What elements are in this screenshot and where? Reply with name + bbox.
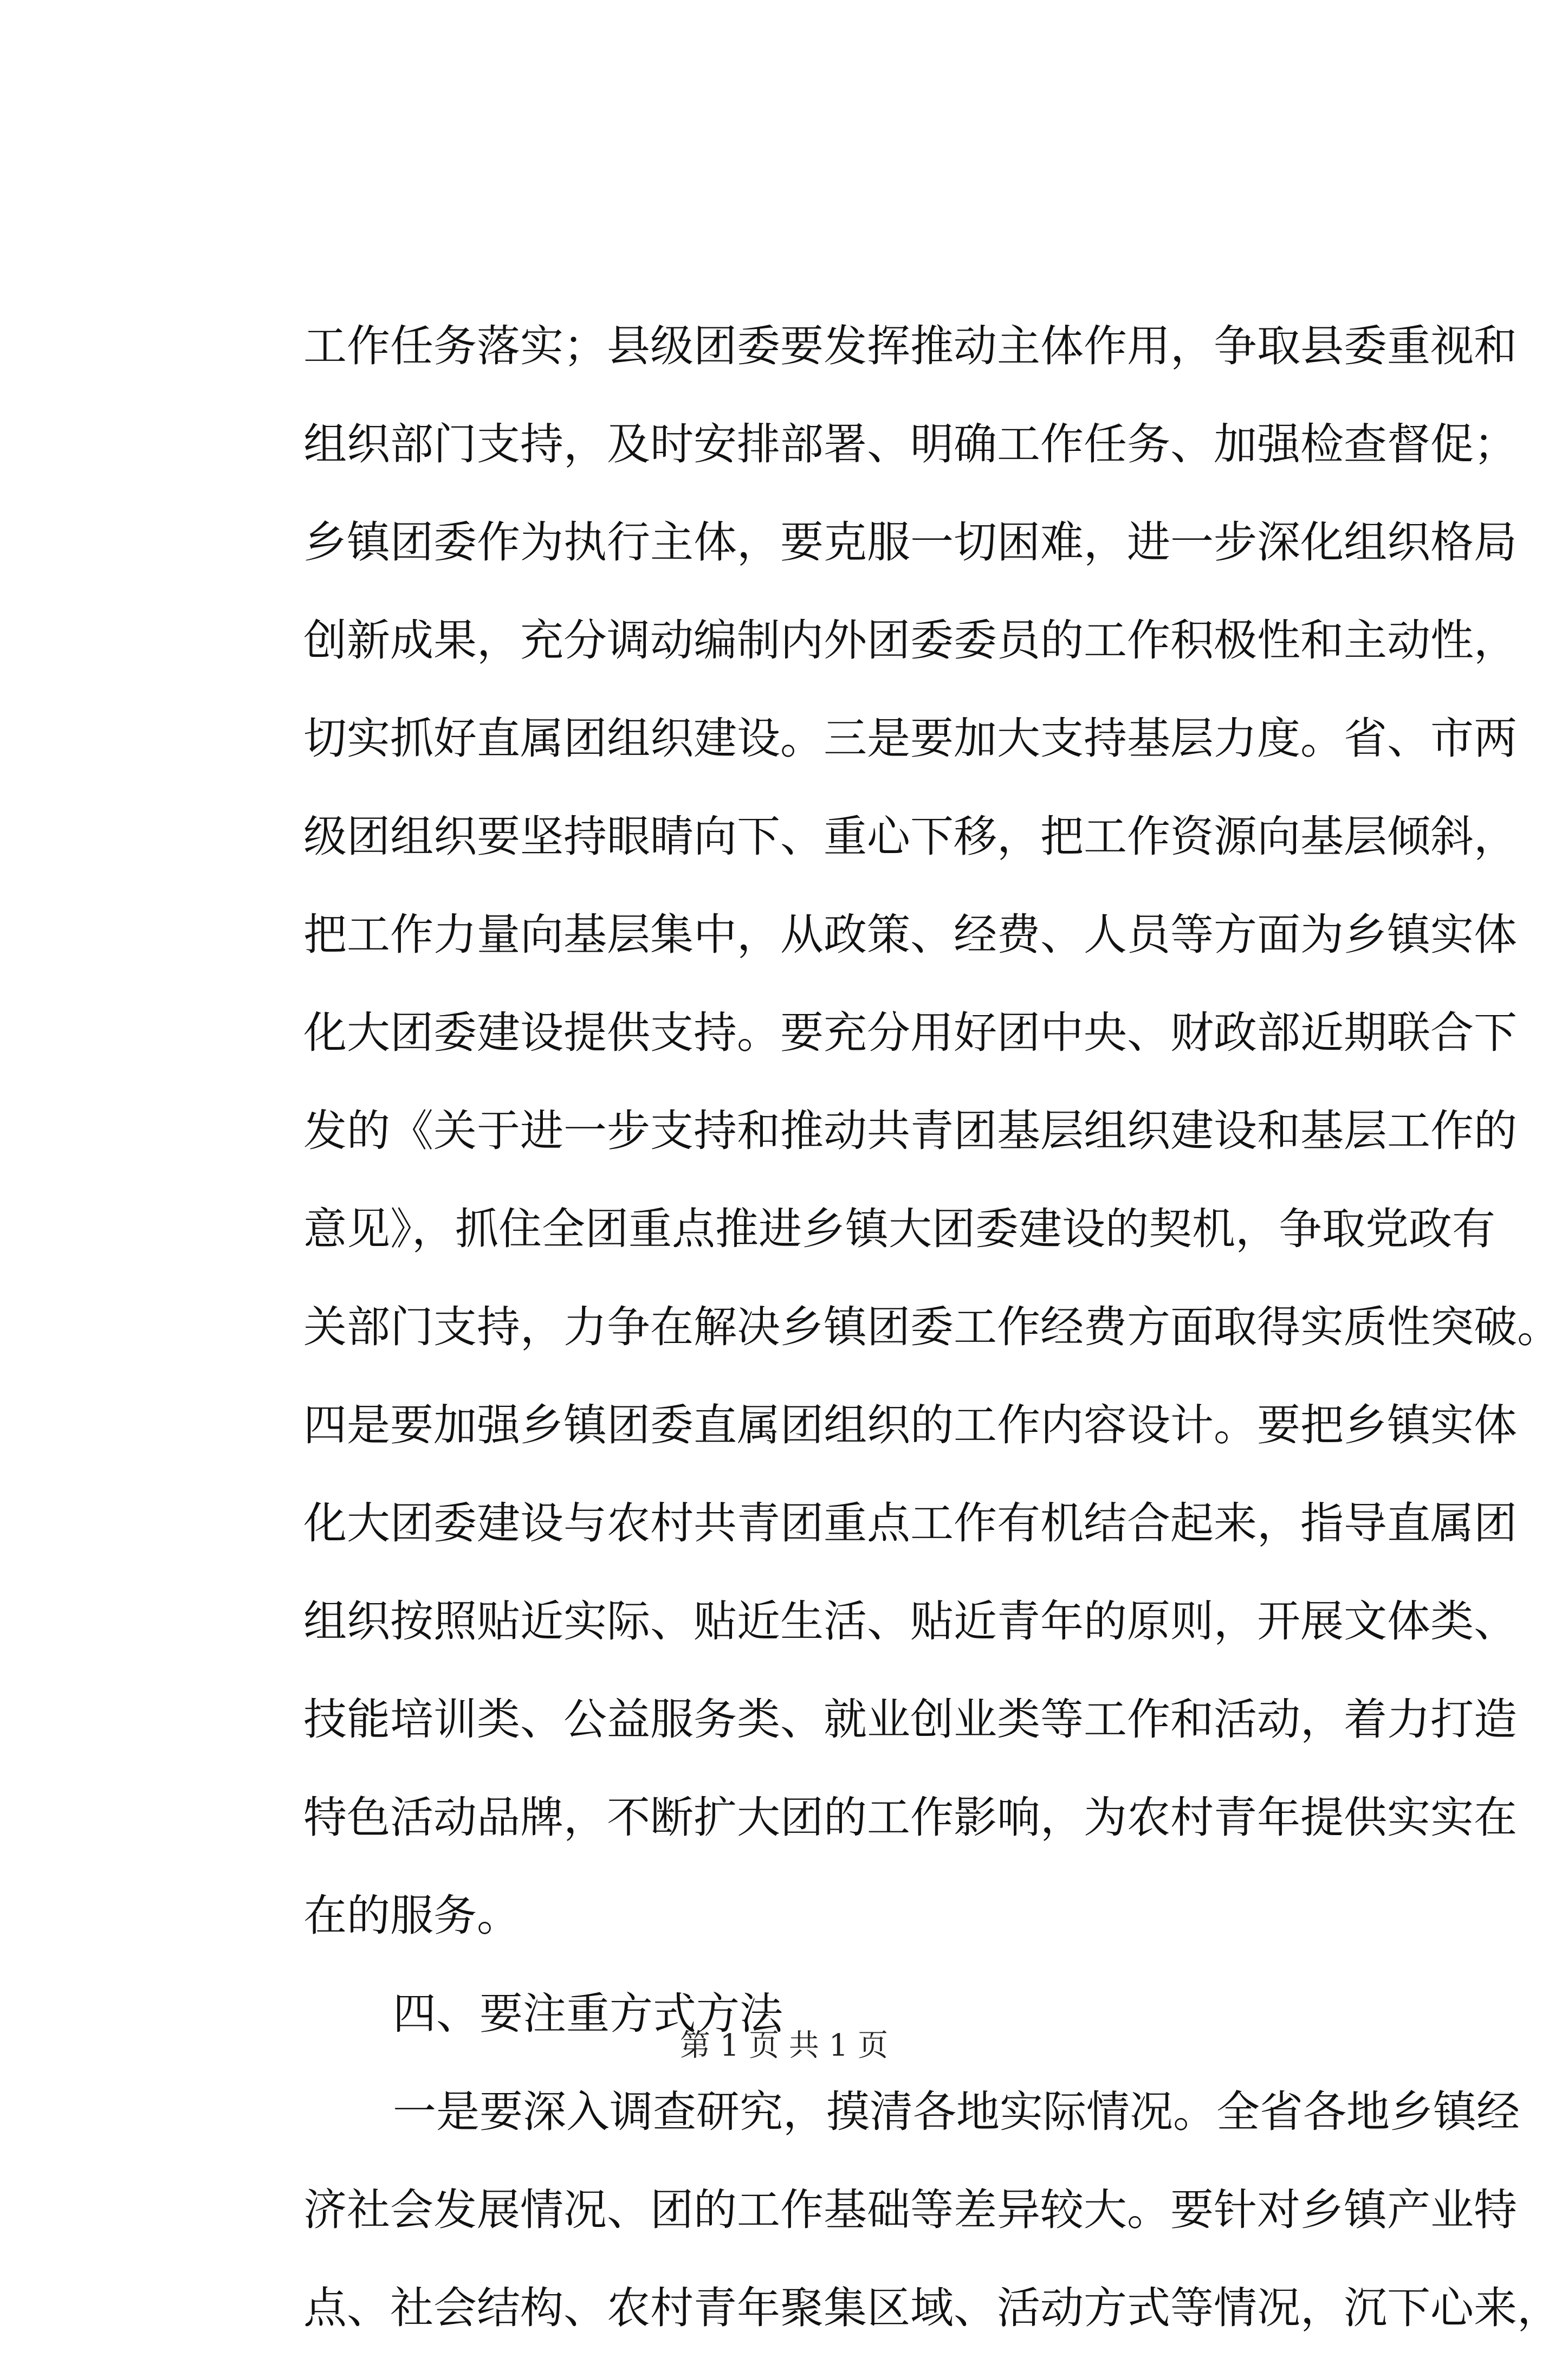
text-line: 济社会发展情况、团的工作基础等差异较大。要针对乡镇产业特 — [303, 2185, 1517, 2235]
text-line: 点、社会结构、农村青年聚集区域、活动方式等情况，沉下心来， — [303, 2283, 1560, 2333]
text-line: 特色活动品牌，不断扩大团的工作影响，为农村青年提供实实在 — [303, 1792, 1517, 1843]
section-heading: 四、要注重方式方法 — [393, 1988, 783, 2039]
text-line: 切实抓好直属团组织建设。三是要加大支持基层力度。省、市两 — [303, 713, 1517, 764]
text-line: 关部门支持，力争在解决乡镇团委工作经费方面取得实质性突破。 — [303, 1302, 1560, 1352]
text-line: 组织部门支持，及时安排部署、明确工作任务、加强检查督促； — [303, 419, 1517, 469]
page-footer: 第 1 页 共 1 页 — [679, 2028, 889, 2063]
text-line: 工作任务落实；县级团委要发挥推动主体作用，争取县委重视和 — [303, 321, 1517, 371]
text-line: 创新成果，充分调动编制内外团委委员的工作积极性和主动性， — [303, 615, 1517, 666]
text-line: 乡镇团委作为执行主体，要克服一切困难，进一步深化组织格局 — [303, 517, 1517, 567]
text-line: 化大团委建设提供支持。要充分用好团中央、财政部近期联合下 — [303, 1008, 1517, 1058]
text-line: 四是要加强乡镇团委直属团组织的工作内容设计。要把乡镇实体 — [303, 1400, 1517, 1450]
text-line: 一是要深入调查研究，摸清各地实际情况。全省各地乡镇经 — [393, 2087, 1520, 2137]
text-line: 化大团委建设与农村共青团重点工作有机结合起来，指导直属团 — [303, 1498, 1517, 1548]
text-line: 意见》，抓住全团重点推进乡镇大团委建设的契机，争取党政有 — [303, 1204, 1495, 1254]
text-line: 发的《关于进一步支持和推动共青团基层组织建设和基层工作的 — [303, 1106, 1517, 1156]
text-line: 组织按照贴近实际、贴近生活、贴近青年的原则，开展文体类、 — [303, 1596, 1517, 1646]
text-line: 技能培训类、公益服务类、就业创业类等工作和活动，着力打造 — [303, 1694, 1517, 1745]
text-line: 级团组织要坚持眼睛向下、重心下移，把工作资源向基层倾斜， — [303, 811, 1517, 862]
text-line: 把工作力量向基层集中，从政策、经费、人员等方面为乡镇实体 — [303, 909, 1517, 960]
text-line: 在的服务。 — [303, 1890, 520, 1941]
